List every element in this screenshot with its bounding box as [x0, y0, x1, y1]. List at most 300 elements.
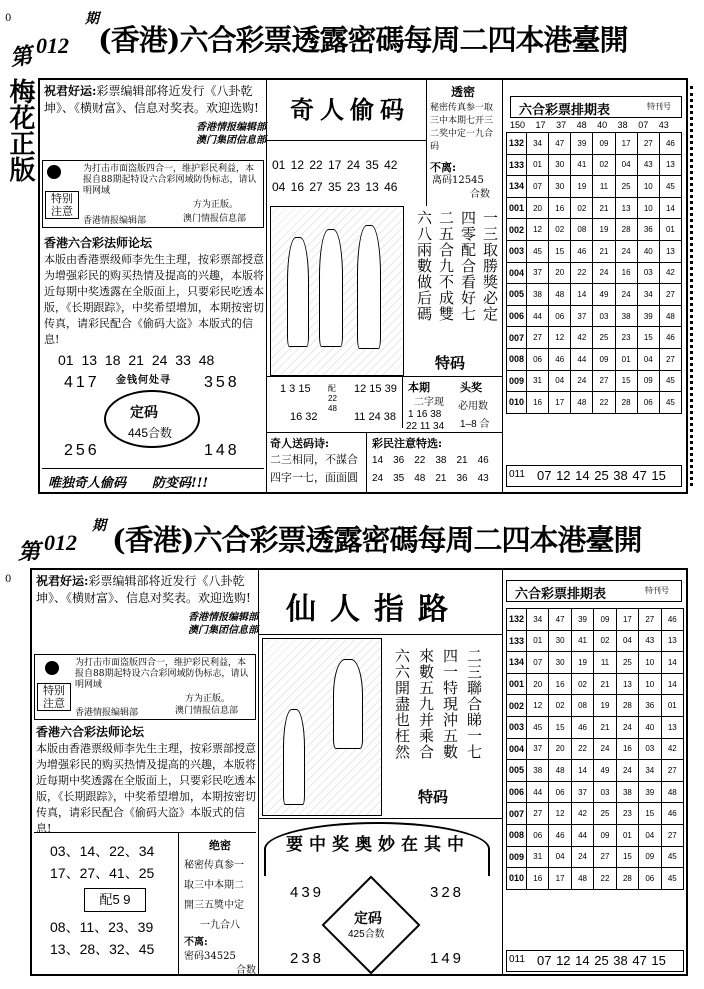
rank-cell: 34 — [639, 760, 661, 782]
rank-cell: 48 — [571, 868, 593, 890]
greeting-sign2: 澳门集团信息部 — [188, 625, 258, 636]
rank-last-nums: 07 12 14 25 38 47 15 — [537, 468, 666, 483]
rank-cell: 44 — [571, 348, 593, 370]
page-header: (香港)六合彩票透露密碼每周二四本港臺開 — [98, 23, 628, 57]
rank-cell: 45 — [659, 176, 681, 198]
notice-box — [34, 654, 256, 720]
divider — [266, 432, 502, 433]
rank-cell: 48 — [661, 781, 683, 803]
rank-cell: 17 — [616, 609, 638, 631]
dingma-tl: 417 — [64, 374, 100, 391]
rank-last-period: 011 — [509, 954, 525, 965]
rank-cell: 15 — [639, 803, 661, 825]
rank-row — [507, 716, 684, 738]
rank-cell: 15 — [637, 327, 659, 349]
mini-l1: 1 3 15 — [280, 383, 311, 395]
rank-cell: 25 — [594, 803, 616, 825]
secret-body: 秘密传真参一取三中本期七开三二奖中定一九合码 — [430, 103, 494, 152]
greeting-body: 彩票编辑部将近发行《八卦乾坤》、《横财富》、信息对奖表。欢迎选购! — [36, 574, 251, 605]
rank-cell: 17 — [549, 868, 571, 890]
rank-cell: 24 — [594, 738, 616, 760]
rank-cell: 01 — [615, 348, 637, 370]
rank-row — [507, 846, 684, 868]
rank-period: 010 — [507, 392, 527, 414]
jue-l4: 一九合八 — [200, 920, 240, 931]
rank-period: 006 — [507, 305, 527, 327]
rank-cell: 37 — [527, 738, 549, 760]
dingma-tr: 358 — [204, 374, 240, 391]
rank-cell: 48 — [549, 760, 571, 782]
mini-r1: 12 15 39 — [354, 383, 397, 395]
rank-cell: 28 — [616, 868, 638, 890]
rank-cell: 17 — [549, 392, 571, 414]
dingma-count: 425合数 — [348, 929, 385, 940]
rank-cell: 16 — [615, 262, 637, 284]
rank-cell: 38 — [615, 305, 637, 327]
greeting-title: 祝君好运: — [44, 84, 97, 98]
rank-title-box — [510, 96, 682, 118]
column-divider — [258, 570, 259, 974]
rank-cell: 45 — [659, 370, 681, 392]
rank-cell: 27 — [593, 370, 615, 392]
rank-period: 006 — [507, 781, 527, 803]
rank-period: 134 — [507, 652, 527, 674]
rank-cell: 39 — [571, 133, 593, 155]
notice-badge: 特别注意 — [37, 683, 71, 711]
page-mark-bottom: 0 — [5, 574, 12, 585]
rank-title-box — [506, 580, 682, 602]
rank-cell: 36 — [639, 695, 661, 717]
rank-cell: 14 — [661, 652, 683, 674]
poem2-title: 奇人送码诗: — [270, 437, 330, 450]
rank-cell: 08 — [571, 219, 593, 241]
rank-cell: 45 — [661, 846, 683, 868]
rank-cell: 39 — [571, 609, 593, 631]
rank-table — [506, 608, 684, 890]
rank-cell: 37 — [571, 781, 593, 803]
rank-cell: 12 — [549, 803, 571, 825]
rank-cell: 02 — [593, 154, 615, 176]
rank-row — [507, 760, 684, 782]
notice-body: 为打击市面盗版四合一，维护彩民利益，本报自88期起特设六合彩网域防伪标志，请认明网域 — [75, 658, 249, 690]
rank-cell: 19 — [593, 219, 615, 241]
poem-col-1: 一三取勝獎必定 — [481, 210, 499, 322]
rank-cell: 23 — [616, 803, 638, 825]
rank-cell: 46 — [659, 327, 681, 349]
number-groups — [50, 840, 154, 960]
rank-row — [507, 695, 684, 717]
rank-cell: 11 — [593, 176, 615, 198]
rank-cell: 25 — [615, 176, 637, 198]
rank-cell: 23 — [615, 327, 637, 349]
rank-cell: 02 — [549, 219, 571, 241]
dingma-arc: 金钱何处寻 — [116, 375, 171, 386]
rank-period: 008 — [507, 348, 527, 370]
rank-row — [507, 392, 682, 414]
rank-cell: 49 — [594, 760, 616, 782]
rank-cell: 48 — [571, 392, 593, 414]
rank-cell: 17 — [615, 133, 637, 155]
illustration — [270, 206, 404, 376]
rank-title: 六合彩票排期表 — [519, 103, 611, 118]
rank-cell: 21 — [593, 197, 615, 219]
rank-cell: 46 — [549, 348, 571, 370]
number-row: 01 13 18 21 24 33 48 — [58, 352, 215, 368]
number-group: 03、14、22、34 — [50, 843, 155, 859]
rank-cell: 25 — [593, 327, 615, 349]
rank-cell: 13 — [661, 630, 683, 652]
notice-badge: 特别注意 — [45, 191, 79, 219]
jue-box — [184, 836, 256, 978]
rank-cell: 16 — [527, 392, 549, 414]
rank-head: 150 17 37 48 40 38 07 43 — [510, 120, 669, 130]
jue-l3: 開三五獎中定 — [184, 900, 244, 911]
rank-cell: 44 — [527, 781, 549, 803]
rank-cell: 01 — [527, 154, 549, 176]
rank-cell: 24 — [593, 262, 615, 284]
poem2-l2: 四字一七，面面圓 — [270, 471, 358, 484]
rank-last-period: 011 — [509, 469, 525, 480]
rank-period: 001 — [507, 197, 527, 219]
dingma-label: 定码 — [354, 911, 382, 927]
center-nums1: 01 12 22 17 24 35 42 — [272, 158, 398, 172]
rank-cell: 22 — [571, 262, 593, 284]
rank-row — [507, 176, 682, 198]
rank-row — [507, 652, 684, 674]
rank-cell: 24 — [615, 284, 637, 306]
rank-cell: 13 — [659, 154, 681, 176]
rank-cell: 28 — [615, 392, 637, 414]
rank-cell: 10 — [639, 673, 661, 695]
rank-cell: 20 — [527, 673, 549, 695]
forum-box — [44, 235, 264, 348]
rank-cell: 06 — [527, 824, 549, 846]
rank-cell: 04 — [637, 348, 659, 370]
greeting-sign2: 澳门集团信息部 — [196, 135, 266, 146]
rank-cell: 01 — [659, 219, 681, 241]
notice-right-sign1: 方为正版。 — [193, 200, 239, 210]
rank-period: 133 — [507, 630, 527, 652]
rank-cell: 02 — [571, 197, 593, 219]
greeting-sign1: 香港情报编辑部 — [196, 122, 266, 133]
rank-row — [507, 370, 682, 392]
rank-period: 005 — [507, 284, 527, 306]
jue-buli: 不离: — [184, 937, 208, 948]
rank-cell: 22 — [593, 392, 615, 414]
rank-cell: 27 — [527, 803, 549, 825]
rank-row — [507, 262, 682, 284]
rank-period: 010 — [507, 868, 527, 890]
rank-cell: 09 — [594, 609, 616, 631]
bomb-icon — [45, 661, 59, 675]
rank-cell: 10 — [637, 176, 659, 198]
rank-cell: 19 — [571, 176, 593, 198]
dingma-br: 148 — [204, 442, 240, 459]
rank-cell: 27 — [661, 760, 683, 782]
rank-row — [507, 197, 682, 219]
rank-row — [507, 868, 684, 890]
notice-body: 为打击市面盗版四合一，维护彩民利益，本报自88期起特设六合彩网域防伪标志，请认明网域 — [83, 164, 257, 196]
forum-body: 本版由香港票级师李先生主理，按彩票部授意为增强彩民的购买热情及提高的兴趣，本版将近每期中奖透露在全版面上，只要彩民吃透本版，《长期跟踪》，中奖希望增加，本期按密切传真，请彩民配合《偷码大盗》本版式的信息! — [44, 253, 264, 346]
rank-cell: 06 — [527, 348, 549, 370]
divider — [266, 140, 426, 141]
arc-banner: 要中奖奥妙在其中 — [286, 835, 470, 855]
bomb-icon — [47, 165, 61, 179]
mini-r2: 11 24 38 — [354, 411, 397, 423]
dingma-box — [42, 372, 264, 468]
rank-cell: 46 — [571, 240, 593, 262]
rank-cell: 06 — [637, 392, 659, 414]
rank-cell: 13 — [616, 673, 638, 695]
notice-box — [42, 160, 264, 228]
rank-cell: 15 — [549, 240, 571, 262]
rank-cell: 09 — [593, 133, 615, 155]
rank-cell: 14 — [661, 673, 683, 695]
forum-title: 香港六合彩法师论坛 — [36, 725, 145, 739]
rank-cell: 03 — [593, 305, 615, 327]
center-nums2: 04 16 27 35 23 13 46 — [272, 180, 398, 194]
rank-cell: 09 — [637, 370, 659, 392]
issue-number: 012 — [36, 33, 69, 58]
divider — [258, 818, 502, 819]
rank-cell: 11 — [594, 652, 616, 674]
rank-last-row — [506, 950, 684, 972]
rank-cell: 28 — [615, 219, 637, 241]
rank-title: 六合彩票排期表 — [515, 587, 607, 602]
forum-title: 香港六合彩法师论坛 — [44, 236, 153, 250]
rank-cell: 44 — [571, 824, 593, 846]
greeting-title: 祝君好运: — [36, 574, 89, 588]
rank-tag: 特刊号 — [645, 586, 669, 595]
number-group: 08、11、23、39 — [50, 919, 154, 935]
rank-cell: 24 — [571, 846, 593, 868]
rank-cell: 45 — [527, 716, 549, 738]
rank-cell: 39 — [639, 781, 661, 803]
rank-cell: 45 — [659, 392, 681, 414]
secret-buli: 不离: — [430, 161, 457, 174]
number-group: 17、27、41、25 — [50, 865, 155, 881]
rank-cell: 27 — [659, 284, 681, 306]
special-l2: 24 35 48 21 36 43 — [372, 473, 489, 484]
rank-cell: 36 — [637, 219, 659, 241]
mini-mid: 配22 48 — [328, 384, 337, 413]
notice-right-sign2: 澳门情报信息部 — [183, 214, 247, 224]
notice-right-sign1: 方为正版。 — [185, 694, 231, 704]
dingma-tl: 439 — [290, 884, 325, 901]
rank-cell: 27 — [661, 824, 683, 846]
rank-cell: 15 — [615, 370, 637, 392]
rank-cell: 08 — [571, 695, 593, 717]
rank-cell: 34 — [527, 133, 549, 155]
rank-cell: 30 — [549, 630, 571, 652]
rank-cell: 21 — [593, 240, 615, 262]
greeting-body: 彩票编辑部将近发行《八卦乾坤》、《横财富》、信息对奖表。欢迎选购! — [44, 84, 259, 115]
rank-period: 007 — [507, 327, 527, 349]
toujiang-l1: 必用数 — [458, 401, 488, 412]
rank-cell: 07 — [527, 176, 549, 198]
rank-row — [507, 803, 684, 825]
rank-row — [507, 284, 682, 306]
rank-cell: 06 — [549, 305, 571, 327]
rank-period: 004 — [507, 738, 527, 760]
rank-cell: 25 — [616, 652, 638, 674]
rank-row — [507, 738, 684, 760]
rank-cell: 22 — [594, 868, 616, 890]
rank-period: 132 — [507, 609, 527, 631]
rank-cell: 03 — [594, 781, 616, 803]
rank-row — [507, 609, 684, 631]
pei-box: 配5 9 — [84, 888, 146, 912]
toujiang-l2: 1–8 合 — [460, 419, 490, 430]
poem2-l1: 二三相同，不謀合 — [270, 453, 358, 466]
arc-band — [264, 822, 490, 876]
number-group: 13、28、32、45 — [50, 941, 155, 957]
rank-cell: 43 — [637, 154, 659, 176]
rank-cell: 45 — [527, 240, 549, 262]
rank-cell: 44 — [527, 305, 549, 327]
rank-cell: 38 — [616, 781, 638, 803]
rank-cell: 24 — [616, 760, 638, 782]
notice-right-sign2: 澳门情报信息部 — [175, 706, 239, 716]
rank-period: 003 — [507, 240, 527, 262]
rank-cell: 12 — [527, 695, 549, 717]
rank-cell: 04 — [639, 824, 661, 846]
rank-period: 009 — [507, 370, 527, 392]
rank-cell: 01 — [661, 695, 683, 717]
poem-col-2: 四一特現沖五數 — [441, 648, 459, 760]
rank-cell: 30 — [549, 176, 571, 198]
side-title: 梅花正版 — [5, 78, 35, 182]
jue-l1: 秘密传真参一 — [184, 860, 244, 871]
tema-label: 特码 — [418, 788, 449, 806]
rank-row — [507, 305, 682, 327]
rank-cell: 24 — [571, 370, 593, 392]
issue-suffix: 期 — [85, 11, 99, 27]
rank-cell: 13 — [659, 240, 681, 262]
rank-period: 003 — [507, 716, 527, 738]
poem-col-1: 二三聯合睇一七 — [465, 648, 483, 760]
jue-title: 绝密 — [209, 839, 231, 852]
rank-cell: 09 — [639, 846, 661, 868]
rank-cell: 49 — [593, 284, 615, 306]
rank-cell: 46 — [659, 133, 681, 155]
rank-cell: 06 — [549, 781, 571, 803]
rank-row — [507, 824, 684, 846]
rank-cell: 16 — [549, 197, 571, 219]
rank-cell: 41 — [571, 154, 593, 176]
rank-table — [506, 132, 682, 414]
rank-cell: 27 — [659, 348, 681, 370]
dingma-label: 定码 — [130, 405, 158, 421]
poem-col-3: 來數五九并乘合 — [417, 648, 435, 760]
rank-row — [507, 348, 682, 370]
center-title: 仙人指路 — [286, 592, 462, 627]
bottom-panel — [30, 568, 688, 976]
issue-prefix: 第 — [8, 42, 34, 71]
special-title: 彩民注意特选: — [372, 437, 443, 450]
rank-cell: 34 — [637, 284, 659, 306]
page-mark-top: 0 — [5, 13, 12, 24]
rank-cell: 01 — [616, 824, 638, 846]
rank-cell: 42 — [571, 327, 593, 349]
rank-last-nums: 07 12 14 25 38 47 15 — [537, 953, 666, 968]
rank-cell: 38 — [527, 284, 549, 306]
rank-cell: 34 — [527, 609, 549, 631]
benqi-l1: 二字现 — [414, 397, 444, 408]
rank-cell: 43 — [639, 630, 661, 652]
rank-cell: 31 — [527, 370, 549, 392]
rank-cell: 46 — [661, 803, 683, 825]
rank-period: 007 — [507, 803, 527, 825]
rank-cell: 14 — [659, 197, 681, 219]
rank-cell: 21 — [594, 673, 616, 695]
rank-cell: 16 — [549, 673, 571, 695]
rank-period: 134 — [507, 176, 527, 198]
rank-period: 002 — [507, 219, 527, 241]
rank-row — [507, 154, 682, 176]
secret-code: 离码12545 — [432, 175, 484, 186]
rank-cell: 27 — [594, 846, 616, 868]
rank-cell: 09 — [594, 824, 616, 846]
rank-cell: 16 — [616, 738, 638, 760]
rank-cell: 24 — [615, 240, 637, 262]
dingma-bl: 256 — [64, 442, 100, 459]
forum-box — [36, 724, 256, 837]
rank-cell: 27 — [639, 609, 661, 631]
rank-cell: 37 — [527, 262, 549, 284]
rank-cell: 42 — [659, 262, 681, 284]
rank-cell: 21 — [594, 716, 616, 738]
rank-period: 008 — [507, 824, 527, 846]
rank-cell: 02 — [571, 673, 593, 695]
rank-cell: 14 — [571, 760, 593, 782]
rank-cell: 28 — [616, 695, 638, 717]
edge-strip — [690, 86, 698, 486]
rank-period: 001 — [507, 673, 527, 695]
notice-left-sign: 香港情报编辑部 — [75, 708, 139, 718]
rank-cell: 03 — [637, 262, 659, 284]
rank-cell: 16 — [527, 868, 549, 890]
rank-cell: 42 — [571, 803, 593, 825]
rank-cell: 30 — [549, 154, 571, 176]
issue-suffix: 期 — [92, 518, 106, 534]
rank-cell: 42 — [661, 738, 683, 760]
rank-cell: 04 — [549, 370, 571, 392]
rank-cell: 03 — [639, 738, 661, 760]
rank-cell: 20 — [549, 262, 571, 284]
rank-cell: 37 — [571, 305, 593, 327]
divider — [34, 832, 256, 833]
rank-cell: 45 — [661, 868, 683, 890]
rank-cell: 47 — [549, 133, 571, 155]
dingma-count: 445合数 — [128, 426, 173, 440]
issue-number: 012 — [44, 530, 77, 555]
rank-period: 133 — [507, 154, 527, 176]
rank-cell: 30 — [549, 652, 571, 674]
rank-row — [507, 630, 684, 652]
rank-cell: 22 — [571, 738, 593, 760]
rank-cell: 19 — [594, 695, 616, 717]
rank-cell: 46 — [549, 824, 571, 846]
rank-cell: 48 — [549, 284, 571, 306]
rank-cell: 07 — [527, 652, 549, 674]
rank-cell: 19 — [571, 652, 593, 674]
benqi-l3: 22 11 34 — [406, 421, 445, 432]
illustration — [262, 638, 382, 816]
rank-cell: 14 — [571, 284, 593, 306]
greeting-box — [36, 573, 258, 637]
rank-cell: 27 — [637, 133, 659, 155]
